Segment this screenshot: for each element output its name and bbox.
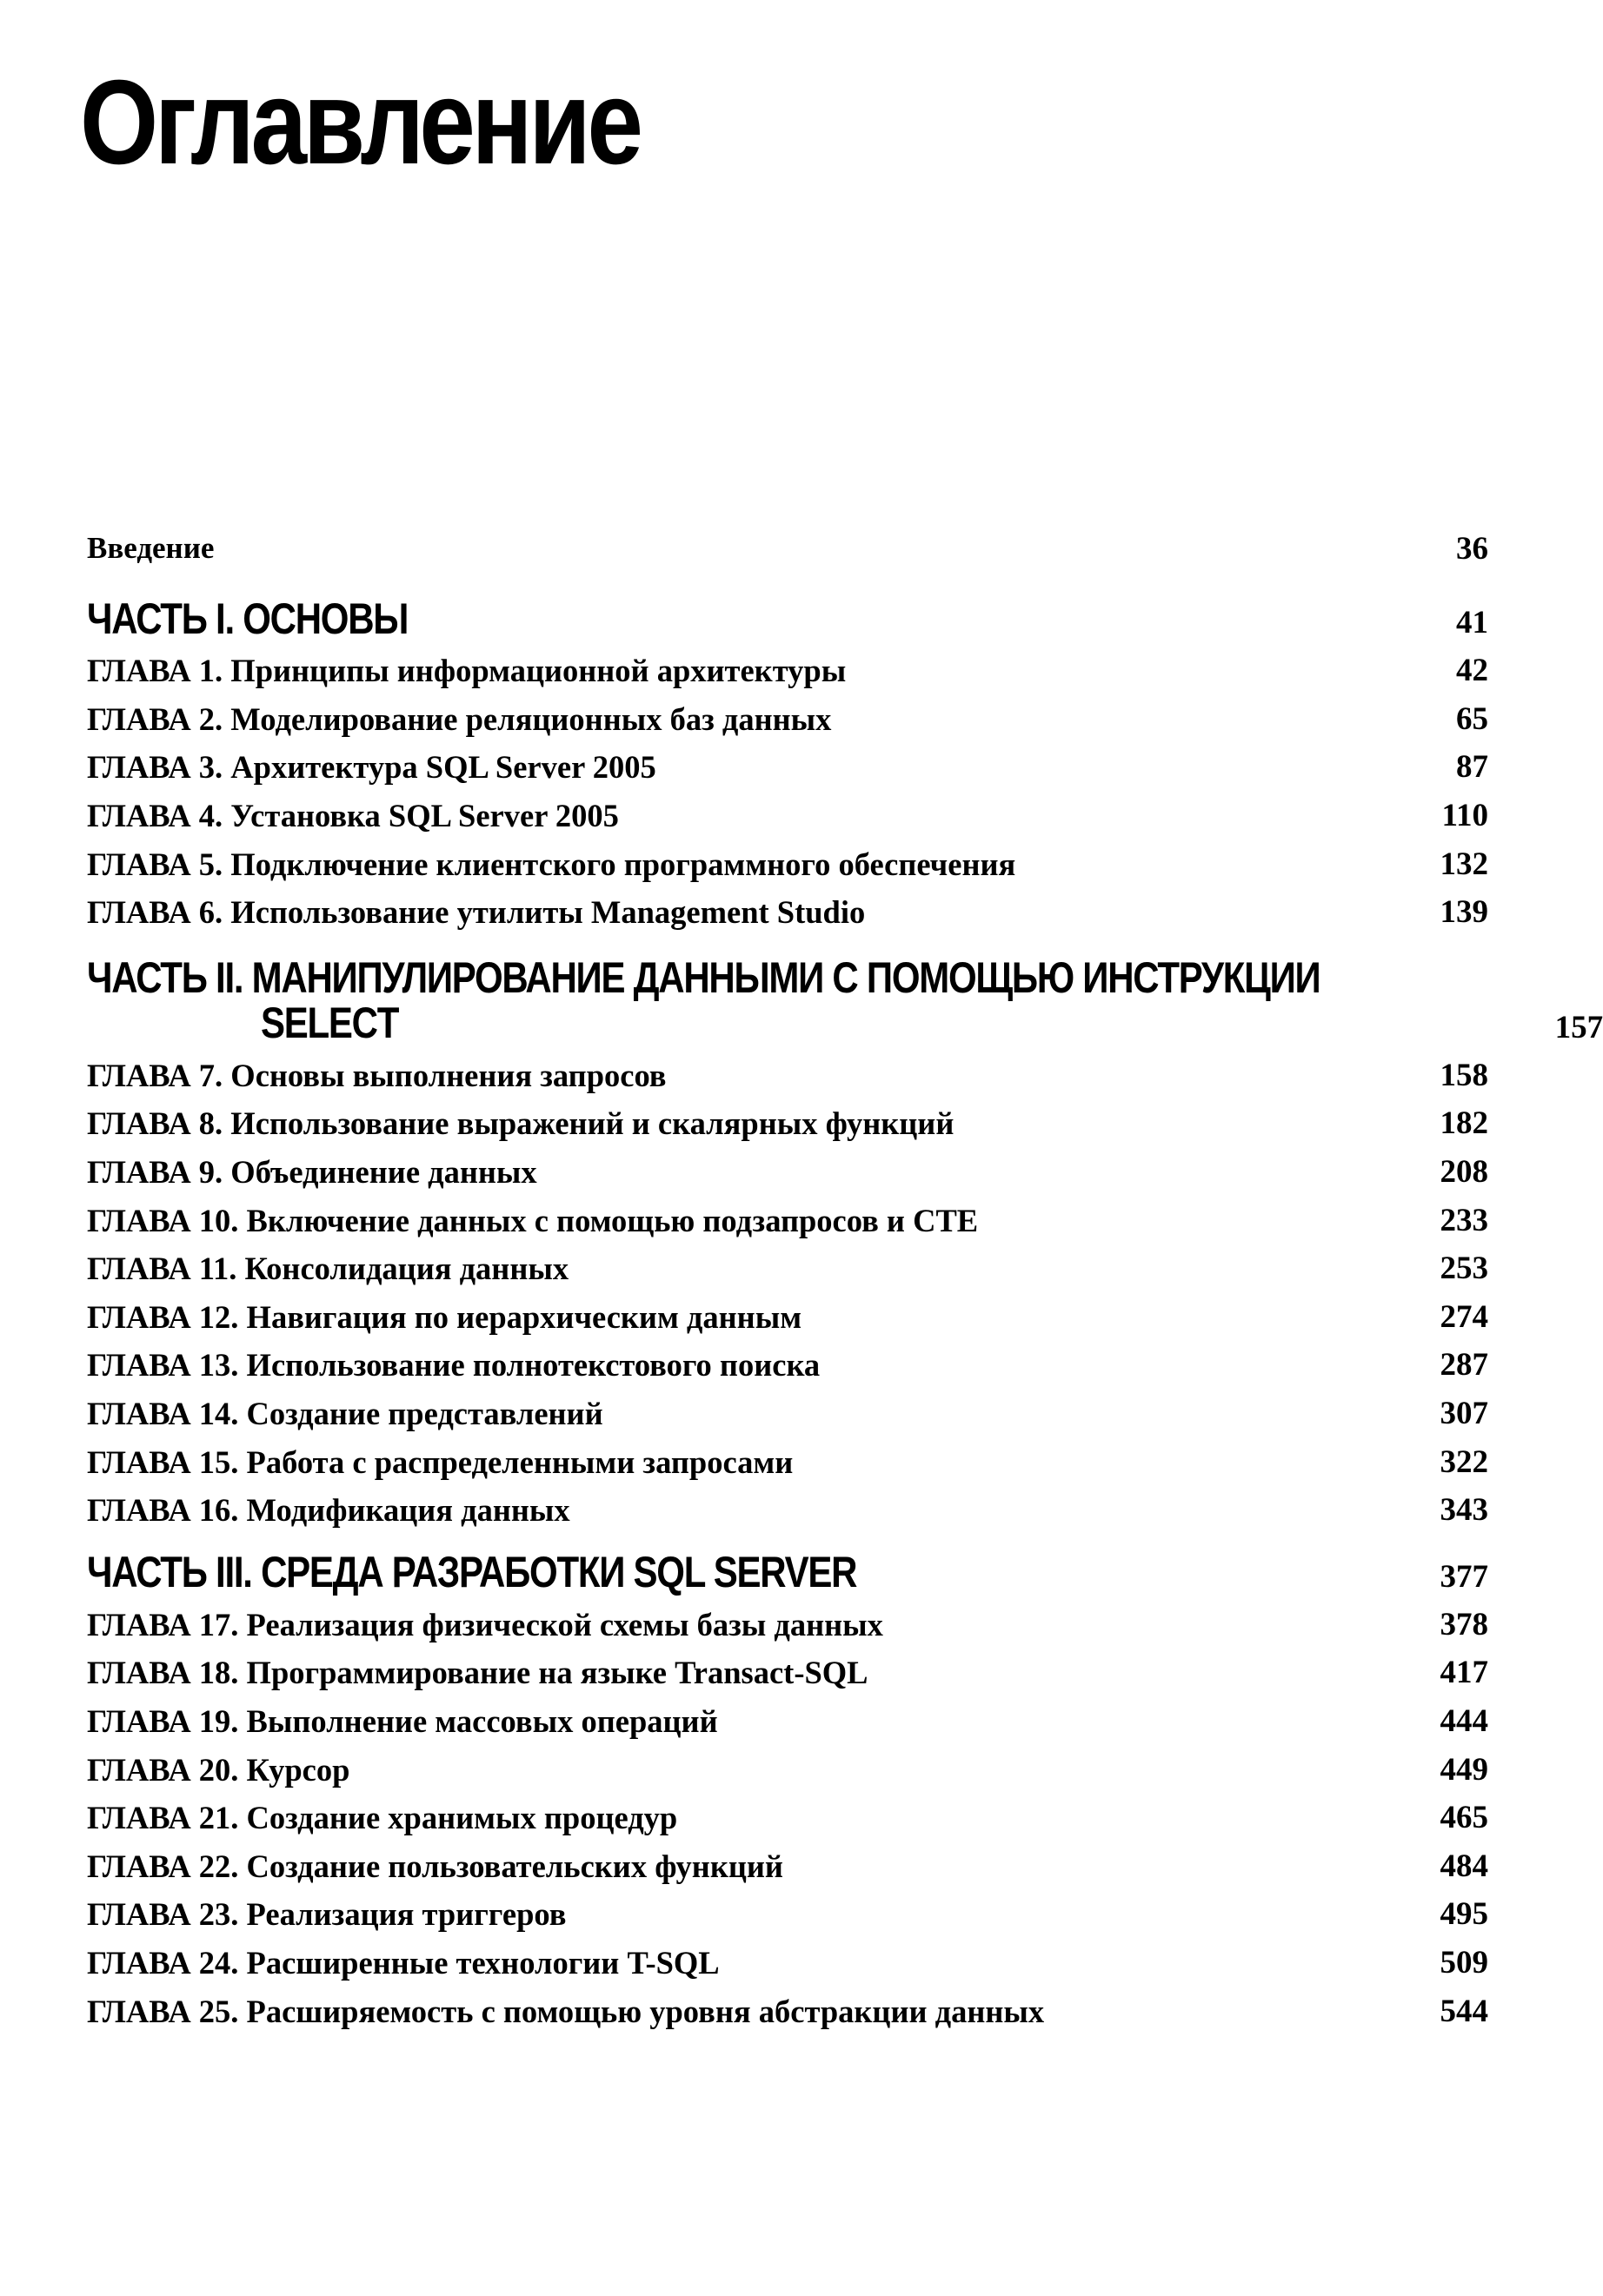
part-page: 157 [1554,1009,1603,1045]
chapter-page: 182 [1440,1105,1488,1142]
chapter-label: ГЛАВА 12. Навигация по иерархическим данным [87,1298,802,1335]
chapter-page: 444 [1440,1702,1488,1739]
toc-chapter[interactable] [87,1341,1488,1390]
chapter-label: ГЛАВА 10. Включение данных с помощью подзапросов и CTE [87,1202,979,1238]
part-title: ЧАСТЬ III. СРЕДА РАЗРАБОТКИ SQL SERVER [87,1548,857,1596]
chapter-label: ГЛАВА 3. Архитектура SQL Server 2005 [87,749,656,786]
chapter-label: ГЛАВА 24. Расширенные технологии T-SQL [87,1944,720,1981]
toc-chapter[interactable] [87,1794,1488,1842]
chapter-page: 307 [1440,1396,1488,1432]
toc-chapter[interactable] [87,1601,1488,1649]
toc-chapter[interactable] [87,1099,1488,1148]
part-title-continuation: SELECT [261,999,399,1048]
chapter-label: ГЛАВА 9. Объединение данных [87,1154,537,1191]
toc-chapter[interactable] [87,1890,1488,1939]
chapter-page: 132 [1440,846,1488,882]
chapter-label: ГЛАВА 13. Использование полнотекстового поиска [87,1347,821,1384]
chapter-label: ГЛАВА 18. Программирование на языке Transact-SQL [87,1655,868,1691]
toc-part-1[interactable] [87,593,1488,647]
toc-chapter[interactable] [87,1486,1488,1535]
toc-chapter[interactable] [87,743,1488,792]
chapter-label: ГЛАВА 11. Консолидация данных [87,1251,569,1287]
toc-chapter[interactable] [87,792,1488,840]
chapter-label: ГЛАВА 6. Использование утилиты Management Studio [87,894,866,931]
part-title-block [87,952,1555,1048]
toc-chapter[interactable] [87,1987,1488,2035]
chapter-page: 495 [1440,1896,1488,1933]
chapter-label: ГЛАВА 19. Выполнение массовых операций [87,1702,718,1739]
chapter-label: ГЛАВА 23. Реализация триггеров [87,1896,567,1933]
chapter-page: 274 [1440,1298,1488,1335]
chapter-label: ГЛАВА 21. Создание хранимых процедур [87,1800,678,1836]
page-title: Оглавление [80,56,640,189]
toc-chapter[interactable] [87,1437,1488,1486]
chapter-label: ГЛАВА 8. Использование выражений и скалярных функций [87,1105,954,1142]
toc-chapter[interactable] [87,1649,1488,1697]
chapter-label: ГЛАВА 7. Основы выполнения запросов [87,1057,667,1093]
chapter-page: 287 [1440,1347,1488,1384]
chapter-page: 208 [1440,1154,1488,1191]
chapter-label: ГЛАВА 16. Модификация данных [87,1492,570,1529]
toc-entry-page: 36 [1456,530,1488,567]
chapter-page: 465 [1440,1800,1488,1836]
chapter-page: 87 [1456,749,1488,786]
chapter-page: 449 [1440,1751,1488,1788]
chapter-page: 42 [1456,653,1488,689]
table-of-contents [87,516,1603,2035]
toc-chapter[interactable] [87,647,1488,695]
part-page: 377 [1440,1558,1488,1595]
chapter-page: 233 [1440,1202,1488,1238]
chapter-page: 158 [1440,1057,1488,1093]
toc-chapter[interactable] [87,695,1488,744]
chapter-label: ГЛАВА 5. Подключение клиентского программного обеспечения [87,846,1016,882]
part-title: ЧАСТЬ I. ОСНОВЫ [87,594,409,643]
toc-chapter[interactable] [87,1390,1488,1438]
chapter-label: ГЛАВА 22. Создание пользовательских функций [87,1848,783,1884]
chapter-page: 484 [1440,1848,1488,1884]
toc-chapter[interactable] [87,1841,1488,1890]
toc-entry-intro[interactable] [87,516,1488,581]
chapter-label: ГЛАВА 14. Создание представлений [87,1396,603,1432]
toc-chapter[interactable] [87,1293,1488,1342]
toc-chapter[interactable] [87,839,1488,888]
chapter-page: 110 [1441,798,1488,834]
toc-chapter[interactable] [87,1196,1488,1244]
toc-chapter[interactable] [87,1244,1488,1293]
toc-chapter[interactable] [87,1148,1488,1197]
chapter-label: ГЛАВА 4. Установка SQL Server 2005 [87,798,619,834]
chapter-page: 509 [1440,1944,1488,1981]
toc-chapter[interactable] [87,1697,1488,1746]
toc-chapter[interactable] [87,888,1488,937]
part-title: ЧАСТЬ II. МАНИПУЛИРОВАНИЕ ДАННЫМИ С ПОМОЩЬЮ ИНСТРУКЦИИ [87,952,1320,1002]
toc-chapter[interactable] [87,1745,1488,1794]
chapter-page: 65 [1456,700,1488,737]
chapter-label: ГЛАВА 25. Расширяемость с помощью уровня абстракции данных [87,1993,1045,2029]
chapter-page: 544 [1440,1993,1488,2029]
chapter-page: 378 [1440,1606,1488,1642]
toc-part-3[interactable] [87,1547,1488,1601]
chapter-page: 253 [1440,1251,1488,1287]
chapter-page: 417 [1440,1655,1488,1691]
chapter-label: ГЛАВА 20. Курсор [87,1751,350,1788]
toc-part-2[interactable] [87,952,1603,1052]
chapter-page: 343 [1440,1492,1488,1529]
chapter-label: ГЛАВА 2. Моделирование реляционных баз данных [87,700,832,737]
toc-chapter[interactable] [87,1052,1488,1100]
chapter-label: ГЛАВА 1. Принципы информационной архитектуры [87,653,847,689]
chapter-page: 139 [1440,894,1488,931]
toc-chapter[interactable] [87,1939,1488,1987]
chapter-label: ГЛАВА 17. Реализация физической схемы базы данных [87,1606,883,1642]
chapter-page: 322 [1440,1443,1488,1480]
toc-entry-label: Введение [87,531,215,565]
part-page: 41 [1456,605,1488,640]
chapter-label: ГЛАВА 15. Работа с распределенными запросами [87,1443,794,1480]
